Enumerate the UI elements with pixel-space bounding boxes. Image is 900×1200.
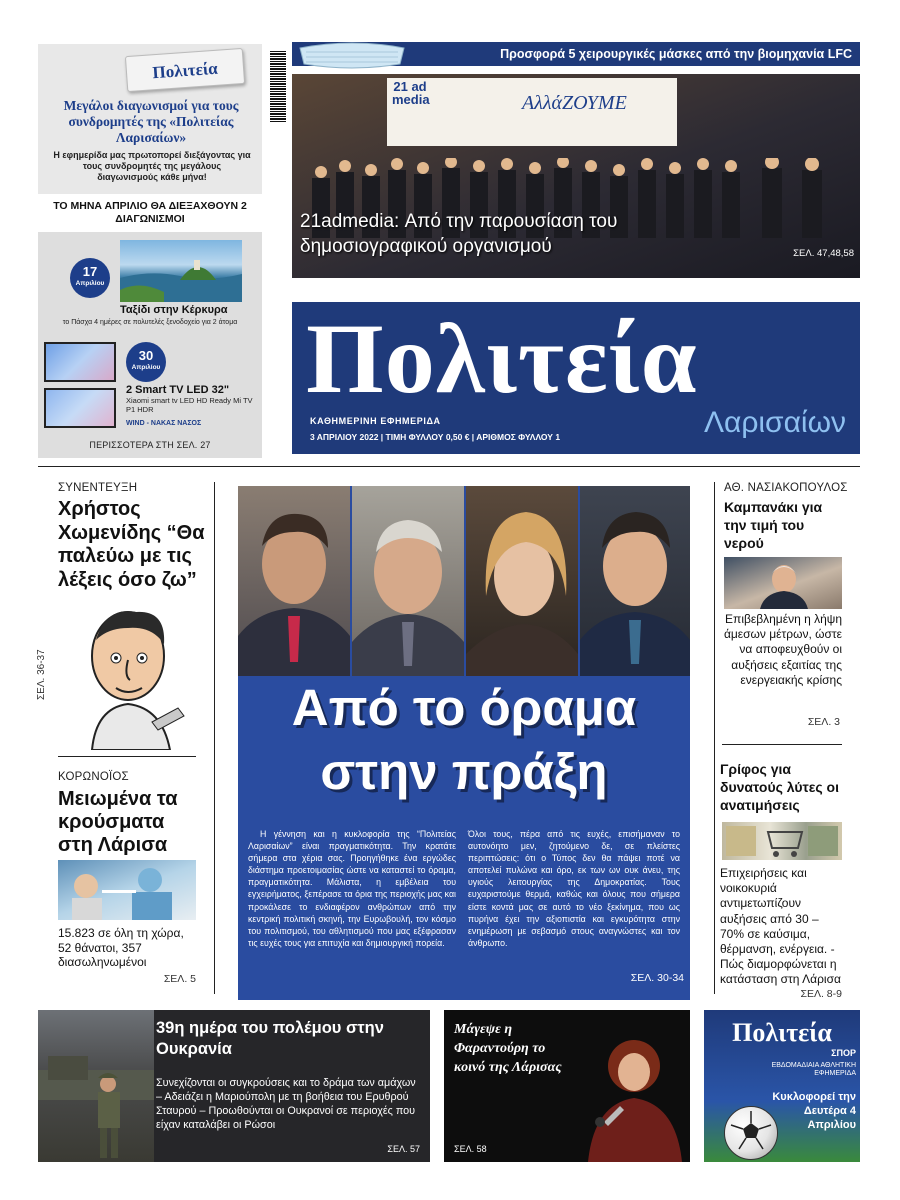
prize-1-date-badge: 17 Απριλίου <box>70 258 110 298</box>
sport-title: Πολιτεία <box>732 1018 832 1047</box>
ukraine-war-summary: Συνεχίζονται οι συγκρούσεις και το δράμα των αμάχων – Αδειάζει η Μαριούπολη με τη βοήθεια του Ερυθρού Σταυρού – Προωθούνται οι Ουκρανοί σε περιοχές που είχαν καταλάβει οι Ρώσοι <box>156 1077 416 1131</box>
concert-headline: Μάγεψε η Φαραντούρη το κοινό της Λάρισας <box>454 1022 562 1075</box>
promo-newspaper-logo: Πολιτεία <box>125 48 245 92</box>
water-summary: Επιβεβλημένη η λήψη άμεσων μέτρων, ώστε να αποφευχθούν οι αυξήσεις εξαιτίας της ενεργειακής κρίσης <box>723 612 842 687</box>
prize-1-subtitle: το Πάσχα 4 ημέρες σε πολυτελές ξενοδοχείο για 2 άτομα <box>62 319 238 326</box>
water-headline[interactable]: Καμπανάκι για την τιμή του νερού <box>724 499 823 551</box>
sport-subtitle: ΣΠΟΡ <box>831 1048 856 1058</box>
portrait-3 <box>466 486 578 676</box>
water-pages-ref: ΣΕΛ. 3 <box>807 716 840 728</box>
singer-photo <box>564 1026 690 1162</box>
main-headline-line-1: Από το όραμα <box>291 679 637 736</box>
sport-edition-promo[interactable] <box>704 1010 860 1162</box>
tv-photo-2 <box>44 388 116 428</box>
tv-photo-1 <box>44 342 116 382</box>
covid-pages-ref: ΣΕΛ. 5 <box>163 973 196 985</box>
promo-title: Μεγάλοι διαγωνισμοί για τους συνδρομητές της «Πολιτείας Λαρισαίων» <box>63 98 239 145</box>
portrait-4 <box>580 486 690 676</box>
prices-pages-ref: ΣΕΛ. 8-9 <box>800 988 842 1000</box>
water-official-photo <box>724 557 842 609</box>
covid-kicker: ΚΟΡΩΝΟΪΟΣ <box>58 771 129 783</box>
main-headline-line-2: στην πράξη <box>320 743 608 800</box>
right-divider <box>722 744 842 745</box>
21admedia-logo: 21 ad media <box>392 79 430 107</box>
masthead-date-line: 3 ΑΠΡΙΛΙΟΥ 2022 | ΤΙΜΗ ΦΥΛΛΟΥ 0,50 € | ΑΡΙΘΜΟΣ ΦΥΛΛΟΥ 1 <box>310 432 561 442</box>
ukraine-war-story[interactable] <box>38 1010 430 1162</box>
barcode <box>270 50 286 122</box>
portrait-1 <box>238 486 350 676</box>
prize-2-title: 2 Smart TV LED 32" <box>126 384 230 396</box>
main-article-column-1: Η γέννηση και η κυκλοφορία της “Πολιτείας Λαρισαίων” είναι πραγματικότητα. Την κρατάτε σήμερα στα χέρια σας. Προηγήθηκε ένα εργώδες διάστημα προετοιμασίας ώστε να καταστεί το όραμα, πραγματικότητα. Μάλιστα, η εμβέλεια του εγχειρήματος, ξεπέρασε τα όρια της περιοχής μας και προκάλεσε το ενδιαφέρον ανθρώπων από την κεντρική πολιτική σκηνή, την Ευρωβουλή, τον κόσμο του πολιτισμού, του αθλητισμού που μας εξέφρασαν τις ευχές τους για επιτυχία και δημιουργική πορεία. <box>248 829 456 948</box>
masthead-city: Λαρισαίων <box>703 406 846 439</box>
concert-story[interactable] <box>444 1010 690 1162</box>
prize-2-date-badge: 30 Απριλίου <box>126 342 166 382</box>
masthead <box>292 302 860 454</box>
covid-testing-photo <box>58 860 196 920</box>
corfu-island-illustration <box>120 240 242 302</box>
column-divider-right <box>714 482 715 994</box>
interview-pages-ref: ΣΕΛ. 36-37 <box>36 649 47 700</box>
prices-summary: Επιχειρήσεις και νοικοκυριά αντιμετωπίζουν αυξήσεις από 30 – 70% σε καύσιμα, θέρμανση, ενέργεια. - Πώς διαμορφώνεται η κατάσταση στη Λάρισα <box>720 866 841 987</box>
prize-2-sponsor: WIND - ΝΑΚΑΣ ΝΑΣΟΣ <box>126 420 202 427</box>
covid-headline[interactable]: Μειωμένα τα κρούσματα στη Λάρισα <box>58 788 178 856</box>
main-pages-ref: ΣΕΛ. 30-34 <box>630 972 684 984</box>
sport-description: ΕΒΔΟΜΑΔΙΑΙΑ ΑΘΛΗΤΙΚΗ ΕΦΗΜΕΡΙΔΑ <box>771 1062 856 1077</box>
column-divider-left <box>214 482 215 994</box>
prizes-box[interactable] <box>38 232 262 458</box>
prize-2-subtitle: Xiaomi smart tv LED HD Ready Mi TV P1 HDR <box>126 396 253 414</box>
main-article-column-2: Όλοι τους, πέρα από τις ευχές, επισήμαναν το αυτονόητο μεν, ζητούμενο δε, σε πλείστες περιπτώσεις: ότι ο Τύπος δεν θα πάψει ποτέ να αποτελεί πυλώνα και όρο, εκ των ων ουκ άνευ, της υγιούς λειτουργίας της Δημοκρατίας. Τους ευχαριστούμε θερμά, καθώς και όλους που σήμερα είστε κοντά μας σε αυτό το νέο ξεκίνημα, που ως πυρήνα έχει την αξιοπιστία και εγκυρότητα στην ενημέρωση με σεβασμό στους αναγνώστες και τον άνθρωπο. <box>468 829 680 948</box>
left-divider <box>58 756 196 757</box>
water-kicker: ΑΘ. ΝΑΣΙΑΚΟΠΟΥΛΟΣ <box>724 482 848 494</box>
promo-text: Η εφημερίδα μας πρωτοπορεί διεξάγοντας για τους συνδρομητές της μεγάλους διαγωνισμούς κάθε μήνα! <box>53 150 251 182</box>
masthead-subtitle: ΚΑΘΗΜΕΡΙΝΗ ΕΦΗΜΕΡΙΔΑ <box>310 416 441 426</box>
contest-month-note: ΤΟ ΜΗΝΑ ΑΠΡΙΛΙΟ ΘΑ ΔΙΕΞΑΧΘΟΥΝ 2 ΔΙΑΓΩΝΙΣΜΟΙ <box>53 200 247 225</box>
sport-release-date: Κυκλοφορεί την Δευτέρα 4 Απριλίου <box>772 1091 856 1131</box>
prize-1-title: Ταξίδι στην Κέρκυρα <box>120 304 228 316</box>
author-caricature <box>66 600 196 750</box>
event-pages-ref: ΣΕΛ. 47,48,58 <box>793 248 854 259</box>
covid-testing-illustration <box>58 860 196 920</box>
event-photo-caption: 21admedia: Από την παρουσίαση του δημοσιογραφικού οργανισμού <box>300 211 618 257</box>
politician-portraits <box>238 486 690 676</box>
ukraine-war-pages-ref: ΣΕΛ. 57 <box>387 1144 420 1154</box>
surgical-mask-icon <box>292 40 412 70</box>
football-icon <box>724 1106 778 1160</box>
masthead-title: Πολιτεία <box>306 303 698 414</box>
interview-headline[interactable]: Χρήστος Χωμενίδης “Θα παλεύω με τις λέξεις όσο ζω” <box>58 498 205 591</box>
portrait-2 <box>352 486 464 676</box>
event-backdrop-screen: ΑλλάΖΟΥΜΕ <box>387 78 677 146</box>
ukraine-war-headline: 39η ημέρα του πολέμου στην Ουκρανία <box>156 1019 384 1058</box>
covid-summary: 15.823 σε όλη τη χώρα, 52 θάνατοι, 357 διασωληνωμένοι <box>58 926 184 969</box>
prizes-more-link[interactable]: ΠΕΡΙΣΣΟΤΕΡΑ ΣΤΗ ΣΕΛ. 27 <box>89 440 211 450</box>
subscriber-contest-promo[interactable] <box>38 44 262 194</box>
mask-offer-banner[interactable]: Προσφορά 5 χειρουργικές μάσκες από την βιομηχανία LFC <box>292 42 860 66</box>
soldier-photo <box>38 1010 154 1162</box>
interview-kicker: ΣΥΝΕΝΤΕΥΞΗ <box>58 482 138 494</box>
supermarket-cart-photo <box>722 822 842 860</box>
corfu-photo <box>120 240 242 302</box>
section-divider <box>38 466 860 467</box>
main-headline[interactable] <box>238 676 690 804</box>
prices-headline[interactable]: Γρίφος για δυνατούς λύτες οι ανατιμήσεις <box>720 761 839 813</box>
concert-pages-ref: ΣΕΛ. 58 <box>454 1144 487 1154</box>
